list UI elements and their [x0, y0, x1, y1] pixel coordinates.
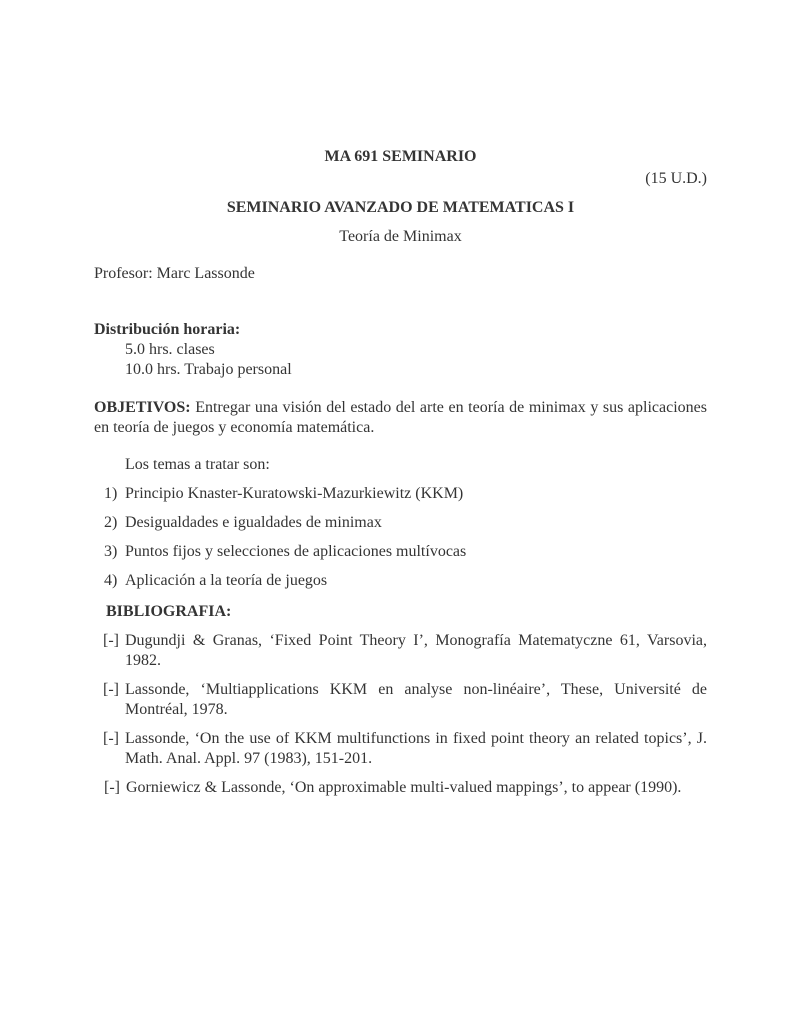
bibliography-entry-text: Dugundji & Granas, ‘Fixed Point Theory I’, Monografía Matematyczne 61, Varsovia, 1982.: [125, 632, 707, 669]
topic-item: [94, 513, 707, 533]
topic-number: 4): [104, 572, 118, 589]
bibliography-entry: [94, 778, 707, 798]
schedule-line-classes: 5.0 hrs. clases: [125, 341, 215, 358]
professor-line: Profesor: Marc Lassonde: [94, 265, 255, 282]
schedule-heading: Distribución horaria:: [94, 321, 241, 338]
topic-item: [94, 484, 707, 504]
bibliography-entry-marker: [-]: [104, 779, 120, 796]
bibliography-entry-marker: [-]: [103, 681, 119, 698]
bibliography-entry-text: Lassonde, ‘On the use of KKM multifunctions in fixed point theory an related topics’, J. Math. Anal. Appl. 97 (1983), 151-201.: [125, 730, 707, 767]
bibliography-entry: [94, 729, 707, 769]
objectives-label: OBJETIVOS:: [94, 399, 191, 416]
objectives-paragraph: [94, 398, 707, 438]
bibliography-entry-text: Gorniewicz & Lassonde, ‘On approximable multi-valued mappings’, to appear (1990).: [126, 779, 682, 796]
schedule-line-personal-work: 10.0 hrs. Trabajo personal: [125, 361, 292, 378]
course-title: SEMINARIO AVANZADO DE MATEMATICAS I: [226, 199, 575, 216]
bibliography-entry-marker: [-]: [103, 632, 119, 649]
course-subtitle: Teoría de Minimax: [339, 228, 462, 245]
bibliography-entry-marker: [-]: [103, 730, 119, 747]
topic-text: Puntos fijos y selecciones de aplicaciones multívocas: [125, 543, 467, 560]
objectives-text: Entregar una visión del estado del arte en teoría de minimax y sus aplicaciones en teoría de juegos y economía matemática.: [94, 399, 708, 436]
topic-text: Aplicación a la teoría de juegos: [125, 572, 328, 589]
topic-number: 2): [104, 514, 118, 531]
course-code: MA 691 SEMINARIO: [324, 148, 477, 165]
topic-number: 3): [104, 543, 118, 560]
bibliography-entry-text: Lassonde, ‘Multiapplications KKM en analyse non-linéaire’, These, Université de Montréal, 1978.: [125, 681, 707, 718]
topics-intro: Los temas a tratar son:: [125, 456, 270, 473]
bibliography-entry: [94, 680, 707, 720]
bibliography-heading: BIBLIOGRAFIA:: [106, 603, 232, 620]
course-units: (15 U.D.): [645, 170, 707, 187]
topic-text: Principio Knaster-Kuratowski-Mazurkiewitz (KKM): [125, 485, 464, 502]
bibliography-entry: [94, 631, 707, 671]
topic-text: Desigualdades e igualdades de minimax: [125, 514, 382, 531]
topic-item: [94, 542, 707, 562]
topic-number: 1): [104, 485, 118, 502]
topic-item: [94, 571, 707, 591]
